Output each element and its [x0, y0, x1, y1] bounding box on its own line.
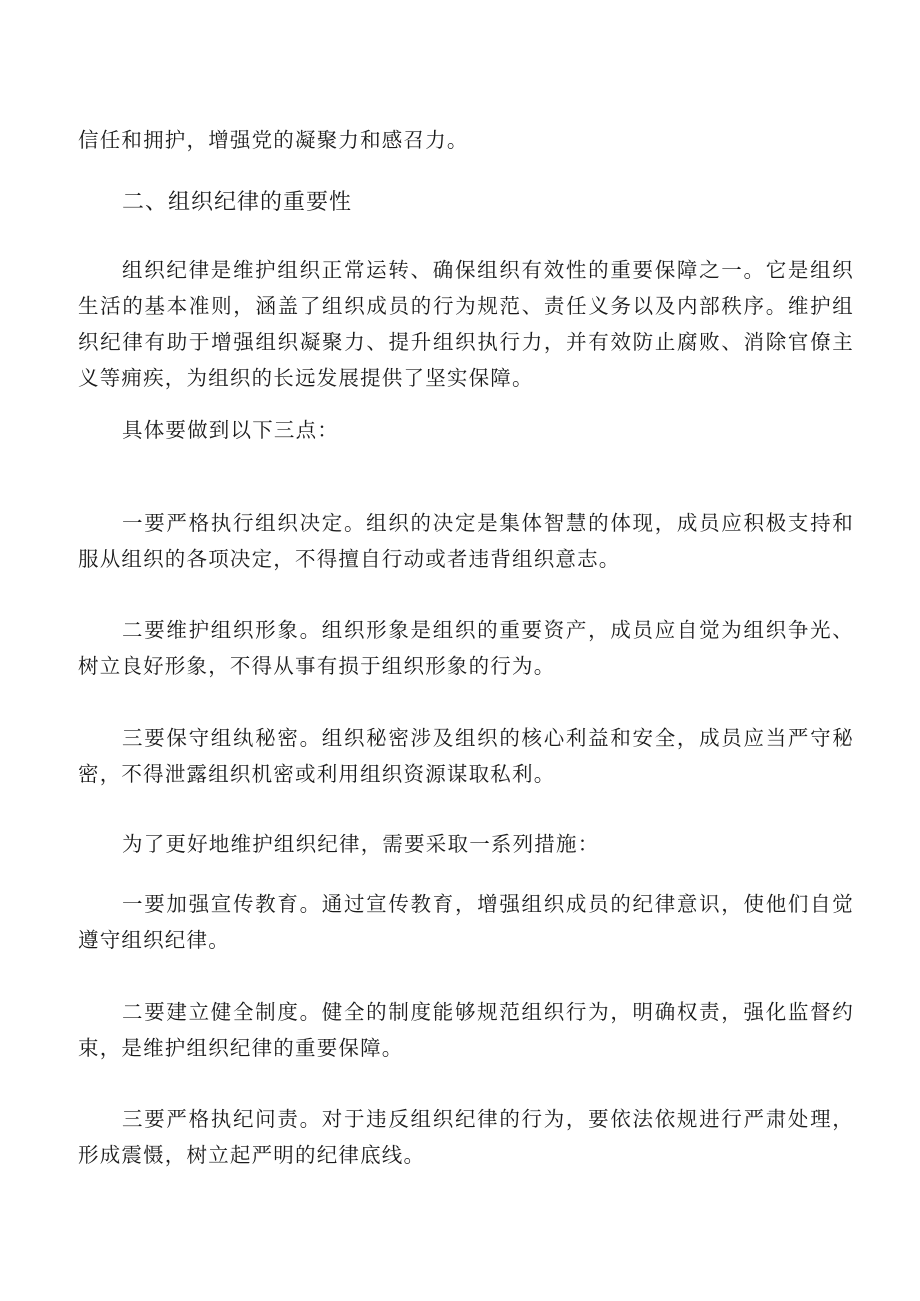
paragraph-point-one: 一要严格执行组织决定。组织的决定是集体智慧的体现，成员应积极支持和服从组织的各项决定，不得擅自行动或者违背组织意志。: [78, 511, 854, 571]
paragraph-measure-three: 三要严格执纪问责。对于违反组织纪律的行为，要依法依规进行严肃处理，形成震慑，树立起严明的纪律底线。: [78, 1107, 854, 1167]
section-heading: 二、组织纪律的重要性: [122, 190, 353, 215]
paragraph-measure-two: 二要建立健全制度。健全的制度能够规范组织行为，明确权责，强化监督约束，是维护组织纪律的重要保障。: [78, 1000, 854, 1060]
paragraph-three-points-intro: 具体要做到以下三点：: [122, 418, 339, 442]
paragraph-importance: 组织纪律是维护组织正常运转、确保组织有效性的重要保障之一。它是组织生活的基本准则，涵盖了组织成员的行为规范、责任义务以及内部秩序。维护组织纪律有助于增强组织凝聚力、提升组织执行力，并有效防止腐败、消除官僚主义等痈疾，为组织的长远发展提供了坚实保障。: [78, 258, 854, 390]
continued-paragraph: 信任和拥护，增强党的凝聚力和感召力。: [78, 128, 469, 152]
paragraph-point-two: 二要维护组织形象。组织形象是组织的重要资产，成员应自觉为组织争光、树立良好形象，不得从事有损于组织形象的行为。: [78, 618, 854, 678]
paragraph-measures-intro: 为了更好地维护组织纪律，需要采取一系列措施：: [122, 832, 600, 856]
paragraph-point-three: 三要保守组纨秘密。组织秘密涉及组织的核心利益和安全，成员应当严守秘密，不得泄露组织机密或利用组织资源谋取私利。: [78, 726, 854, 786]
paragraph-measure-one: 一要加强宣传教育。通过宣传教育，增强组织成员的纪律意识，使他们自觉遵守组织纪律。: [78, 892, 854, 952]
